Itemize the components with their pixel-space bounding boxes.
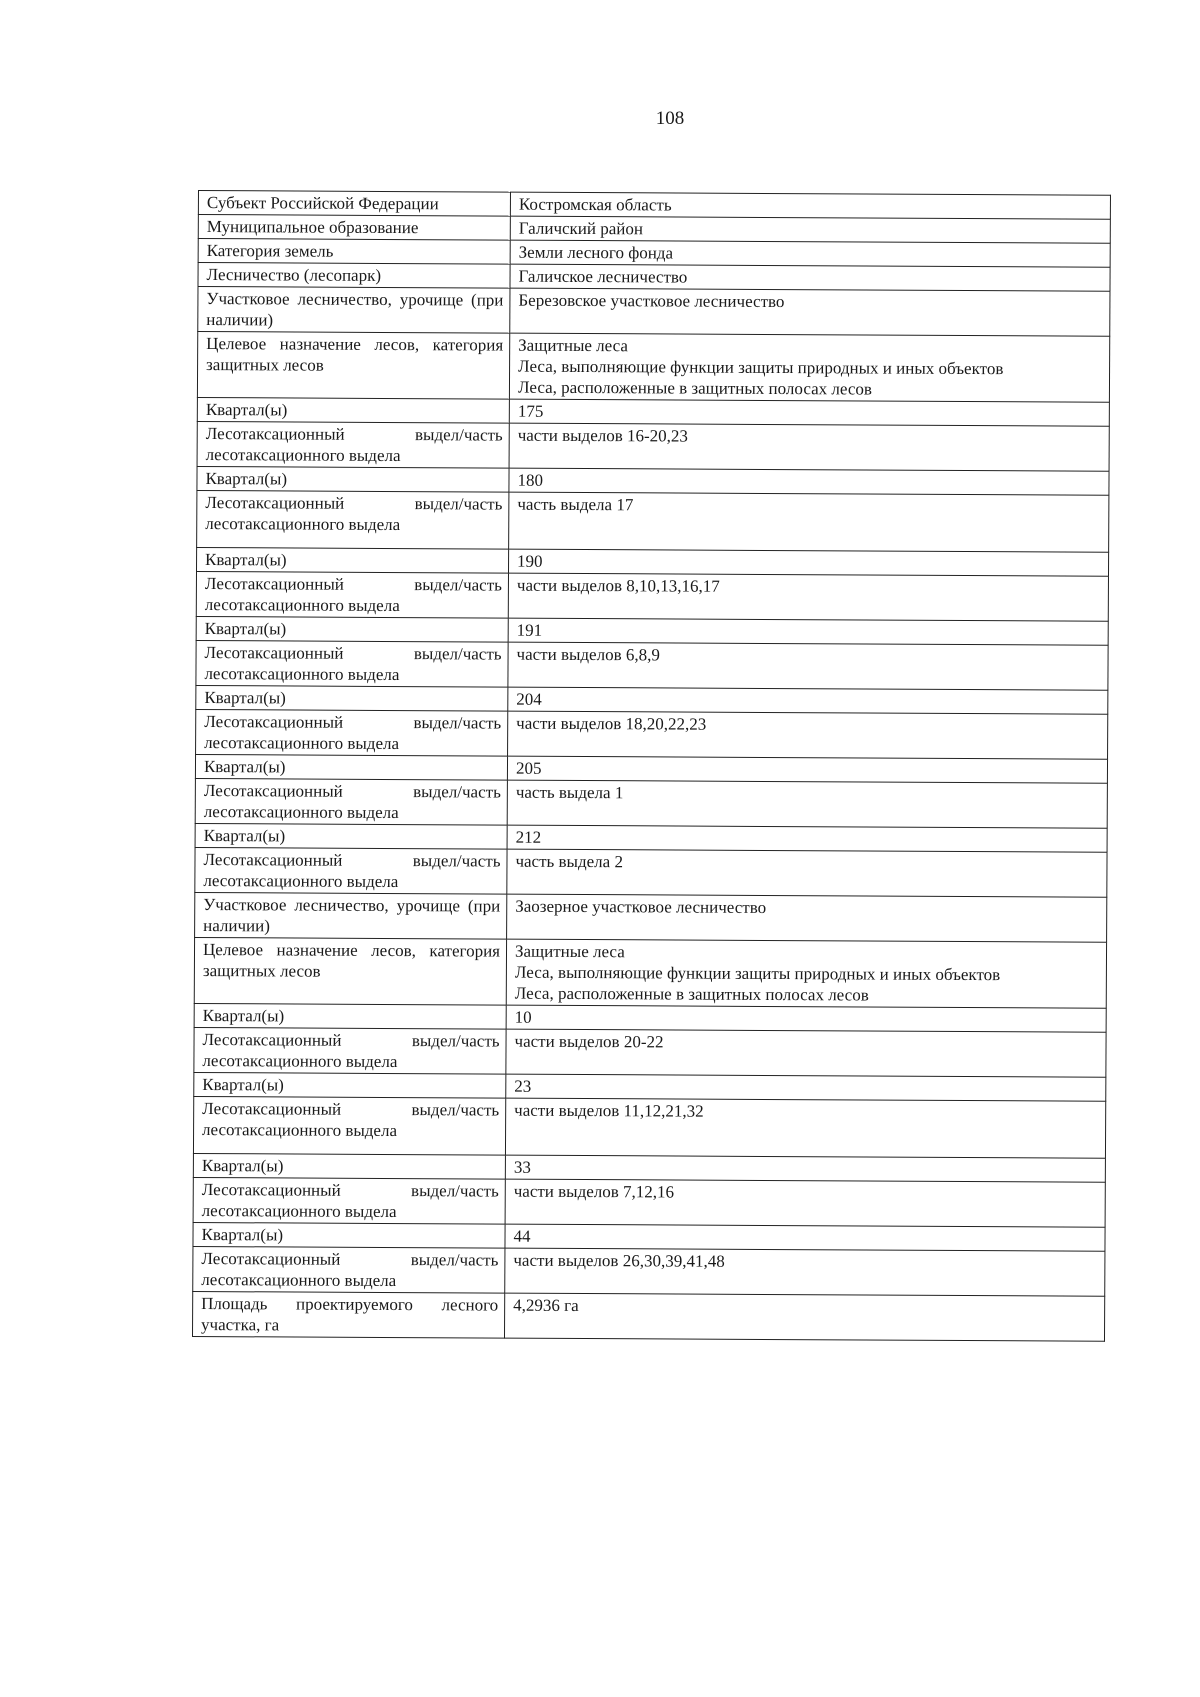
page-number: 108 xyxy=(655,108,685,129)
row-value-cell xyxy=(506,1029,1106,1077)
row-value-cell xyxy=(505,1098,1105,1158)
row-label-cell: Квартал(ы) xyxy=(193,1222,505,1248)
row-value-cell xyxy=(504,1293,1104,1341)
row-value-line: Галичское лесничество xyxy=(518,266,688,287)
row-label-cell: Муниципальное образование xyxy=(198,215,510,241)
row-value-line: Березовское участковое лесничество xyxy=(518,290,785,312)
row-value-cell xyxy=(507,825,1107,852)
table-row xyxy=(196,571,1108,621)
row-value-line: Галичский район xyxy=(518,218,644,239)
row-value-cell xyxy=(505,1179,1105,1227)
row-value-line: Защитные леса xyxy=(514,941,625,962)
row-value-cell xyxy=(508,642,1108,690)
row-value-cell xyxy=(507,849,1107,897)
table-row xyxy=(192,1291,1104,1341)
row-label-cell: Лесотаксационный выдел/часть лесотаксационного выдела xyxy=(197,490,509,549)
row-value-line: 4,2936 га xyxy=(513,1295,579,1316)
row-label-cell: Лесотаксационный выдел/часть лесотаксационного выдела xyxy=(193,1096,505,1155)
row-value-cell xyxy=(510,216,1110,243)
row-value-cell xyxy=(509,468,1109,495)
row-value-cell xyxy=(508,618,1108,645)
row-value-line: Леса, расположенные в защитных полосах лесов xyxy=(514,983,869,1005)
table-row xyxy=(197,490,1109,552)
row-value-line: Леса, расположенные в защитных полосах лесов xyxy=(517,377,872,399)
row-label-cell: Участковое лесничество, урочище (при наличии) xyxy=(198,287,510,334)
row-value-line: части выделов 7,12,16 xyxy=(513,1181,675,1202)
table-body xyxy=(192,191,1110,1342)
row-value-cell xyxy=(509,423,1109,471)
table-row xyxy=(198,287,1110,337)
row-value-cell xyxy=(506,1074,1106,1101)
row-value-cell xyxy=(509,333,1109,402)
row-label-cell: Целевое назначение лесов, категория защитных лесов xyxy=(197,332,509,400)
row-label-cell: Квартал(ы) xyxy=(195,754,507,780)
row-value-line: части выделов 20-22 xyxy=(514,1031,664,1052)
row-label-cell: Целевое назначение лесов, категория защитных лесов xyxy=(194,937,506,1005)
row-value-cell xyxy=(507,894,1107,942)
row-value-line: части выделов 8,10,13,16,17 xyxy=(516,575,720,596)
row-label-cell: Лесотаксационный выдел/часть лесотаксационного выдела xyxy=(196,571,508,618)
row-value-line: части выделов 26,30,39,41,48 xyxy=(513,1250,725,1271)
row-label-cell: Лесотаксационный выдел/часть лесотаксационного выдела xyxy=(194,1027,506,1074)
row-label-cell: Категория земель xyxy=(198,239,510,265)
row-value-line: части выделов 18,20,22,23 xyxy=(516,713,707,734)
row-value-cell xyxy=(509,492,1109,552)
table-row xyxy=(194,1027,1106,1077)
row-label-cell: Лесотаксационный выдел/часть лесотаксационного выдела xyxy=(197,421,509,468)
row-value-line: часть выдела 1 xyxy=(515,782,624,803)
table-row xyxy=(194,937,1106,1008)
row-value-cell xyxy=(506,939,1106,1008)
row-label-cell: Лесотаксационный выдел/часть лесотаксационного выдела xyxy=(195,778,507,825)
row-value-cell xyxy=(505,1155,1105,1182)
row-value-line: Заозерное участковое лесничество xyxy=(515,896,767,917)
row-value-line: Леса, выполняющие функции защиты природных и иных объектов xyxy=(514,962,1001,985)
row-value-line: части выделов 16-20,23 xyxy=(517,425,689,446)
row-value-line: 10 xyxy=(514,1007,532,1027)
row-value-cell xyxy=(508,549,1108,576)
row-value-line: 191 xyxy=(516,620,543,640)
table-row xyxy=(193,1177,1105,1227)
row-value-line: 204 xyxy=(516,689,542,709)
row-value-line: части выделов 6,8,9 xyxy=(516,644,660,665)
row-value-line: часть выдела 17 xyxy=(517,494,634,515)
row-label-cell: Лесничество (лесопарк) xyxy=(198,263,510,289)
row-value-line: Костромская область xyxy=(518,194,672,215)
row-label-cell: Квартал(ы) xyxy=(193,1153,505,1179)
row-value-line: 175 xyxy=(517,401,544,421)
row-value-line: Леса, выполняющие функции защиты природных и иных объектов xyxy=(518,356,1004,379)
table-row xyxy=(195,778,1107,828)
table-row xyxy=(193,1096,1105,1158)
row-label-cell: Квартал(ы) xyxy=(195,823,507,849)
table-row xyxy=(197,421,1109,471)
table-row xyxy=(197,332,1109,403)
row-value-line: части выделов 11,12,21,32 xyxy=(514,1100,704,1121)
row-value-cell xyxy=(508,711,1108,759)
row-value-cell xyxy=(505,1248,1105,1296)
row-label-cell: Квартал(ы) xyxy=(197,547,509,573)
table-row xyxy=(193,1246,1105,1296)
row-label-cell: Квартал(ы) xyxy=(194,1003,506,1029)
row-label-cell: Лесотаксационный выдел/часть лесотаксационного выдела xyxy=(193,1177,505,1224)
row-label-cell: Квартал(ы) xyxy=(196,616,508,642)
row-value-cell xyxy=(508,687,1108,714)
row-label-cell: Лесотаксационный выдел/часть лесотаксационного выдела xyxy=(196,709,508,756)
row-value-cell xyxy=(507,756,1107,783)
row-value-cell xyxy=(510,192,1110,219)
row-label-cell: Квартал(ы) xyxy=(194,1072,506,1098)
row-value-cell xyxy=(510,240,1110,267)
row-label-cell: Квартал(ы) xyxy=(197,397,509,423)
row-value-cell xyxy=(505,1224,1105,1251)
row-value-line: 190 xyxy=(517,551,543,571)
row-label-cell: Участковое лесничество, урочище (при наличии) xyxy=(195,892,507,939)
table-row xyxy=(196,640,1108,690)
row-value-cell xyxy=(508,573,1108,621)
row-label-cell: Квартал(ы) xyxy=(196,685,508,711)
row-value-cell xyxy=(510,288,1110,336)
row-value-line: 23 xyxy=(514,1076,532,1096)
row-label-cell: Лесотаксационный выдел/часть лесотаксационного выдела xyxy=(193,1246,505,1293)
row-value-line: Земли лесного фонда xyxy=(518,242,674,263)
row-value-line: 44 xyxy=(513,1226,531,1246)
forest-plot-table xyxy=(192,190,1111,1342)
row-value-line: 212 xyxy=(515,827,542,847)
row-value-cell xyxy=(507,780,1107,828)
table-row xyxy=(196,709,1108,759)
row-label-cell: Лесотаксационный выдел/часть лесотаксационного выдела xyxy=(196,640,508,687)
row-label-cell: Субъект Российской Федерации xyxy=(198,191,510,217)
row-value-line: 180 xyxy=(517,470,544,490)
row-label-cell: Лесотаксационный выдел/часть лесотаксационного выдела xyxy=(195,847,507,894)
table-row xyxy=(195,892,1107,942)
row-value-line: Защитные леса xyxy=(518,335,628,356)
row-label-cell: Площадь проектируемого лесного участка, га xyxy=(192,1291,504,1338)
row-value-cell xyxy=(510,264,1110,291)
row-value-line: 33 xyxy=(513,1157,531,1177)
row-value-line: часть выдела 2 xyxy=(515,851,624,872)
row-label-cell: Квартал(ы) xyxy=(197,466,509,492)
table-row xyxy=(195,847,1107,897)
row-value-line: 205 xyxy=(515,758,542,778)
row-value-cell xyxy=(506,1005,1106,1032)
row-value-cell xyxy=(509,399,1109,426)
